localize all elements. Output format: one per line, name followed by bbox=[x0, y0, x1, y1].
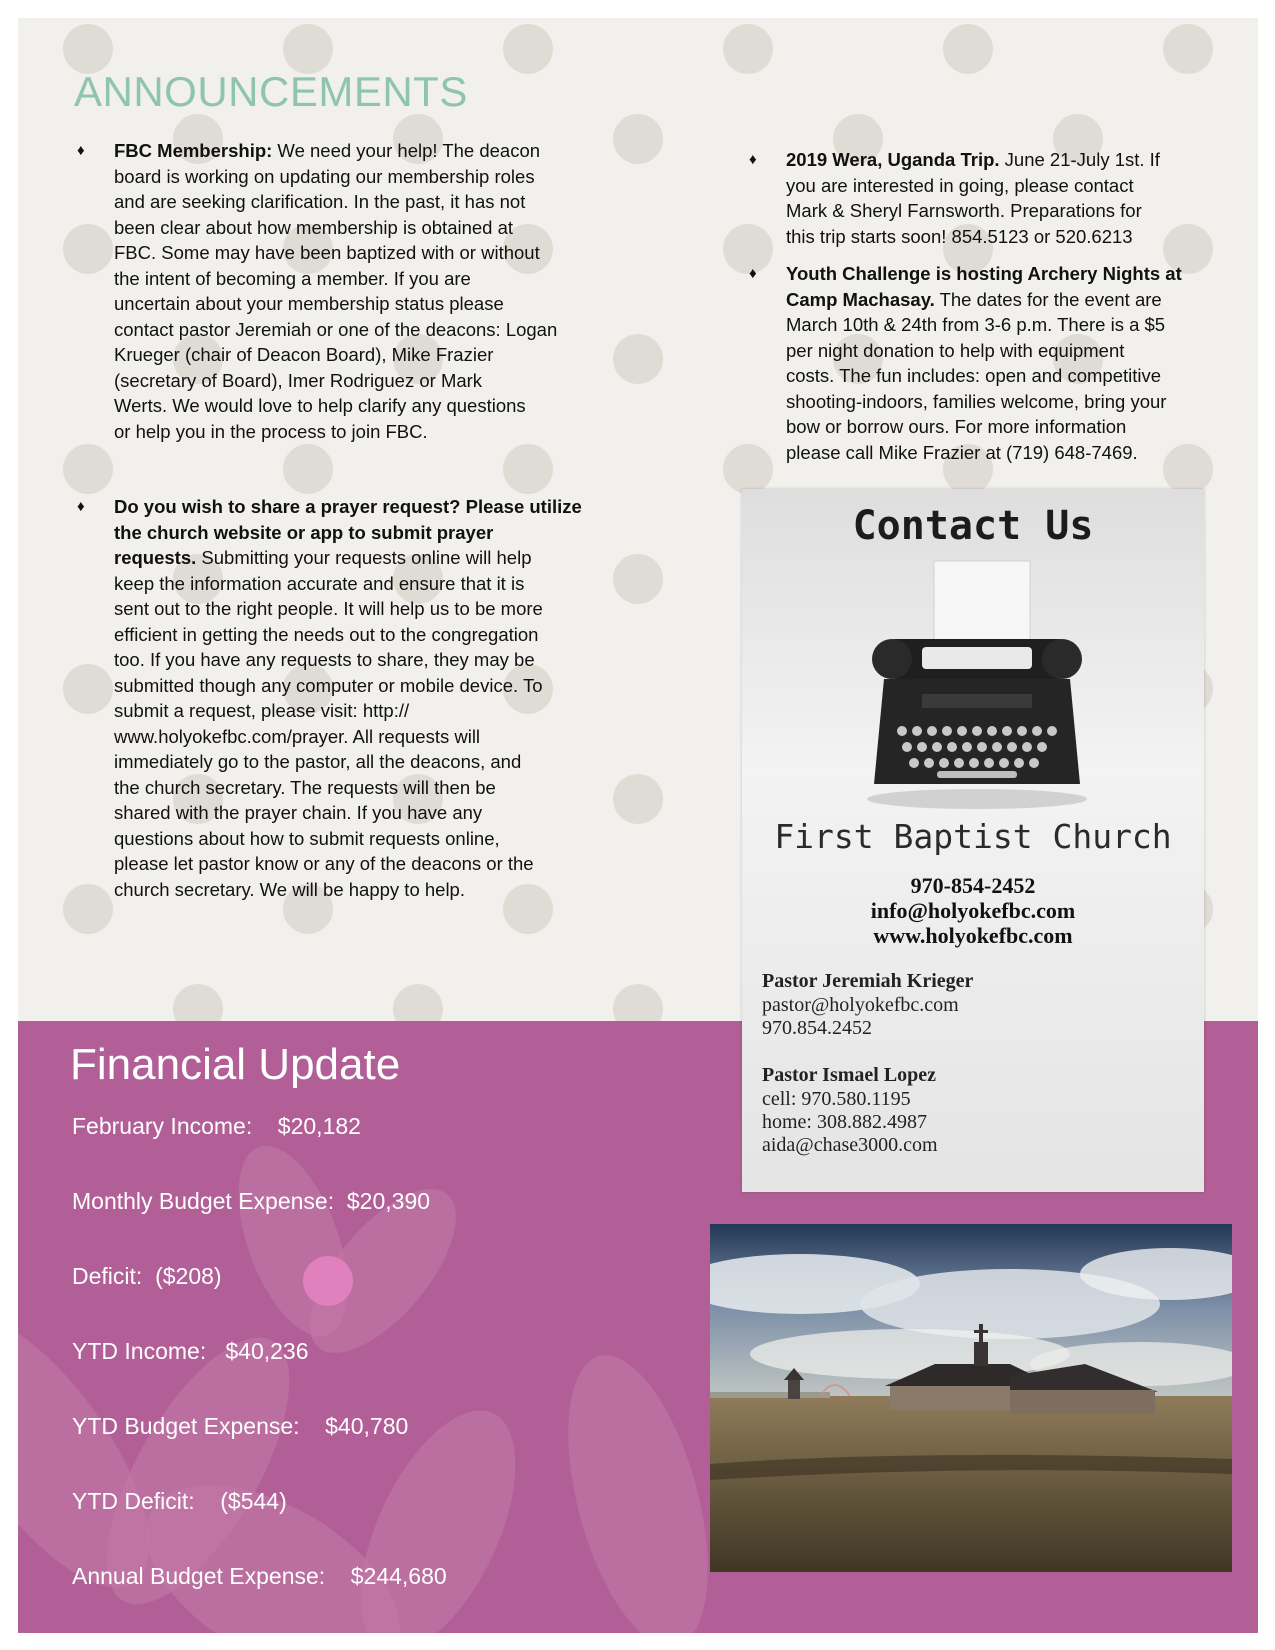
membership-line: FBC. Some may have been baptized with or without bbox=[114, 242, 540, 263]
bullet-diamond-icon: ♦ bbox=[749, 265, 757, 282]
typewriter-icon bbox=[862, 559, 1092, 819]
prayer-line: requests. Submitting your requests online will help bbox=[114, 547, 532, 568]
membership-heading: FBC Membership: bbox=[114, 140, 273, 161]
prayer-line: www.holyokefbc.com/prayer. All requests will bbox=[114, 725, 481, 747]
financial-update-title: Financial Update bbox=[70, 1040, 401, 1089]
church-name: First Baptist Church bbox=[774, 817, 1172, 856]
prayer-announcement bbox=[77, 494, 582, 902]
prayer-line: submitted though any computer or mobile device. To bbox=[114, 674, 543, 696]
prayer-line: church secretary. We will be happy to help. bbox=[114, 878, 465, 900]
prayer-line: the church secretary. The requests will then be bbox=[114, 776, 496, 798]
uganda-line: Mark & Sheryl Farnsworth. Preparations for bbox=[786, 200, 1142, 221]
announcements-title: ANNOUNCEMENTS bbox=[74, 68, 468, 115]
membership-line: board is working on updating our membership roles bbox=[114, 165, 535, 187]
youth-line: per night donation to help with equipment bbox=[786, 339, 1125, 361]
church-email: info@holyokefbc.com bbox=[870, 898, 1076, 923]
youth-line: please call Mike Frazier at (719) 648-7469. bbox=[786, 441, 1138, 463]
uganda-line: you are interested in going, please contact bbox=[786, 174, 1134, 196]
bullet-diamond-icon: ♦ bbox=[77, 142, 85, 159]
youth-line: March 10th & 24th from 3-6 p.m. There is a $5 bbox=[786, 314, 1166, 335]
youth-line: bow or borrow ours. For more information bbox=[786, 416, 1127, 437]
ytd-budget-expense: YTD Budget Expense: $40,780 bbox=[72, 1413, 409, 1439]
monthly-deficit: Deficit: ($208) bbox=[72, 1263, 222, 1289]
prayer-line: sent out to the right people. It will help us to be more bbox=[114, 598, 543, 619]
uganda-line: 2019 Wera, Uganda Trip. June 21-July 1st. If bbox=[786, 149, 1160, 170]
pastor2-cell: cell: 970.580.1195 bbox=[762, 1088, 911, 1110]
prayer-line: submit a request, please visit: http:// bbox=[114, 700, 410, 721]
church-phone: 970-854-2452 bbox=[910, 873, 1036, 898]
pastor2-home: home: 308.882.4987 bbox=[762, 1111, 927, 1133]
pastor2-email: aida@chase3000.com bbox=[762, 1134, 938, 1156]
church-website: www.holyokefbc.com bbox=[873, 923, 1073, 948]
bullet-diamond-icon: ♦ bbox=[749, 151, 757, 168]
youth-line: costs. The fun includes: open and competitive bbox=[786, 365, 1162, 386]
prayer-line: please let pastor know or any of the deacons or the bbox=[114, 853, 534, 874]
contact-us-title: Contact Us bbox=[852, 503, 1094, 549]
membership-line: been clear about how membership is obtained at bbox=[114, 216, 514, 238]
membership-line: Werts. We would love to help clarify any questions bbox=[114, 395, 526, 416]
february-income: February Income: $20,182 bbox=[72, 1113, 361, 1139]
church-photo bbox=[710, 1224, 1232, 1572]
membership-line: Krueger (chair of Deacon Board), Mike Frazier bbox=[114, 344, 494, 365]
bullet-diamond-icon: ♦ bbox=[77, 498, 85, 515]
pastor1-email: pastor@holyokefbc.com bbox=[762, 994, 959, 1016]
prayer-heading-line: the church website or app to submit prayer bbox=[114, 521, 494, 543]
youth-line: shooting-indoors, families welcome, bring your bbox=[786, 390, 1167, 412]
membership-line: contact pastor Jeremiah or one of the deacons: Logan bbox=[114, 318, 558, 340]
youth-heading-line: Youth Challenge is hosting Archery Nights at bbox=[786, 263, 1182, 284]
membership-line: (secretary of Board), Imer Rodriguez or Mark bbox=[114, 369, 483, 391]
contact-us-card bbox=[742, 489, 1204, 1192]
membership-line: uncertain about your membership status please bbox=[114, 293, 504, 314]
archery-night-announcement bbox=[749, 261, 1182, 465]
uganda-line: this trip starts soon! 854.5123 or 520.6213 bbox=[786, 225, 1133, 247]
pastor2-name: Pastor Ismael Lopez bbox=[762, 1064, 937, 1086]
prayer-heading-line: Do you wish to share a prayer request? Please utilize bbox=[114, 496, 582, 517]
prayer-line: too. If you have any requests to share, they may be bbox=[114, 649, 535, 670]
pastor1-phone: 970.854.2452 bbox=[762, 1017, 872, 1039]
membership-line: the intent of becoming a member. If you are bbox=[114, 267, 471, 289]
ytd-deficit: YTD Deficit: ($544) bbox=[72, 1488, 287, 1514]
uganda-trip-announcement bbox=[749, 147, 1160, 249]
prayer-line: questions about how to submit requests online, bbox=[114, 827, 500, 849]
membership-line: FBC Membership: We need your help! The deacon bbox=[114, 140, 541, 161]
membership-line: and are seeking clarification. In the past, it has not bbox=[114, 191, 526, 212]
prayer-line: efficient in getting the needs out to the congregation bbox=[114, 623, 539, 645]
membership-announcement bbox=[77, 138, 558, 444]
youth-line: Camp Machasay. The dates for the event are bbox=[786, 288, 1162, 310]
monthly-budget-expense: Monthly Budget Expense: $20,390 bbox=[72, 1188, 431, 1214]
annual-budget-expense: Annual Budget Expense: $244,680 bbox=[72, 1563, 447, 1589]
prayer-line: keep the information accurate and ensure that it is bbox=[114, 572, 525, 594]
membership-line: or help you in the process to join FBC. bbox=[114, 420, 428, 442]
flower-center-icon bbox=[303, 1256, 353, 1306]
ytd-income: YTD Income: $40,236 bbox=[72, 1338, 309, 1364]
pastor1-name: Pastor Jeremiah Krieger bbox=[762, 970, 974, 992]
prayer-line: shared with the prayer chain. If you have any bbox=[114, 802, 483, 823]
prayer-line: immediately go to the pastor, all the deacons, and bbox=[114, 751, 522, 772]
